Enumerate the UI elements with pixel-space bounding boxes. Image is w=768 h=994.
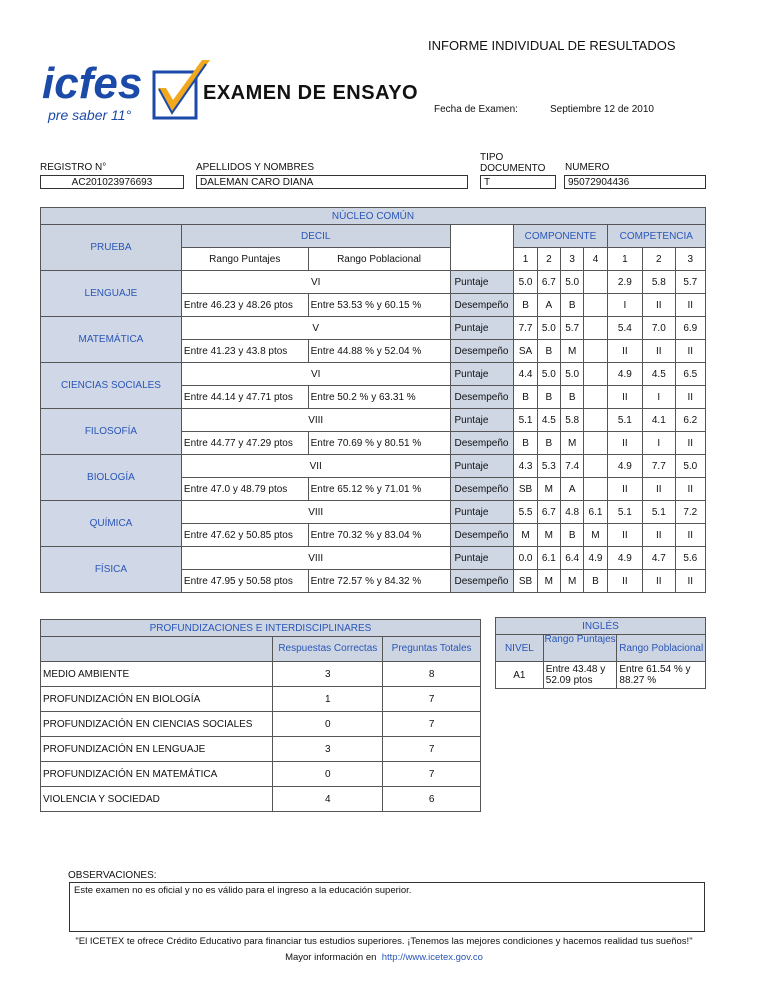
subject-rango-puntajes: Entre 47.0 y 48.79 ptos	[181, 478, 308, 501]
subject-rango-poblacional: Entre 50.2 % y 63.31 %	[308, 386, 450, 409]
componente-desempeno: A	[561, 478, 584, 501]
subject-row-puntaje	[41, 455, 706, 478]
componente-desempeno: B	[561, 294, 584, 317]
profundizaciones-title: PROFUNDIZACIONES E INTERDISCIPLINARES	[41, 620, 481, 637]
competencia-puntaje: 4.5	[643, 363, 675, 386]
profundizacion-name: MEDIO AMBIENTE	[41, 662, 273, 687]
profundizacion-row	[41, 687, 481, 712]
puntaje-label: Puntaje	[450, 501, 514, 524]
profundizacion-row	[41, 737, 481, 762]
componente-num: 4	[584, 248, 607, 271]
preguntas-totales: 7	[383, 737, 481, 762]
componente-desempeno: B	[514, 294, 537, 317]
componente-puntaje: 4.8	[561, 501, 584, 524]
competencia-puntaje: 6.9	[675, 317, 705, 340]
competencia-desempeno: II	[607, 524, 642, 547]
subject-name: FÍSICA	[41, 547, 182, 593]
nucleo-title: NÚCLEO COMÚN	[41, 208, 706, 225]
componente-desempeno: M	[561, 340, 584, 363]
competencia-desempeno: II	[675, 524, 705, 547]
profundizacion-name: PROFUNDIZACIÓN EN LENGUAJE	[41, 737, 273, 762]
nivel-value: A1	[496, 662, 544, 689]
registro-value: AC201023976693	[40, 175, 184, 189]
subject-rango-puntajes: Entre 41.23 y 43.8 ptos	[181, 340, 308, 363]
respuestas-correctas: 3	[273, 662, 383, 687]
componente-puntaje	[584, 455, 607, 478]
componente-puntaje: 5.0	[561, 363, 584, 386]
competencia-puntaje: 7.7	[643, 455, 675, 478]
desempeno-label: Desempeño	[450, 386, 514, 409]
observaciones-box: Este examen no es oficial y no es válido para el ingreso a la educación superior.	[69, 882, 705, 932]
desempeno-label: Desempeño	[450, 432, 514, 455]
componente-desempeno: A	[537, 294, 560, 317]
componente-puntaje: 6.7	[537, 501, 560, 524]
nombres-value: DALEMAN CARO DIANA	[196, 175, 468, 189]
registro-label: REGISTRO N°	[40, 162, 107, 173]
componente-desempeno: SB	[514, 478, 537, 501]
componente-desempeno: B	[514, 432, 537, 455]
desempeno-label: Desempeño	[450, 524, 514, 547]
componente-puntaje	[584, 363, 607, 386]
subject-name: BIOLOGÍA	[41, 455, 182, 501]
competencia-num: 2	[643, 248, 675, 271]
ingles-rango-puntajes-header: Rango Puntajes	[543, 635, 617, 662]
componente-puntaje: 5.5	[514, 501, 537, 524]
exam-title: EXAMEN DE ENSAYO	[203, 82, 419, 104]
competencia-header: COMPETENCIA	[607, 225, 705, 248]
componente-desempeno: B	[537, 386, 560, 409]
ingles-title: INGLÉS	[496, 618, 706, 635]
footer-info	[0, 952, 768, 963]
competencia-puntaje: 6.2	[675, 409, 705, 432]
rango-poblacional-header: Rango Poblacional	[308, 248, 450, 271]
componente-puntaje: 5.8	[561, 409, 584, 432]
componente-desempeno: M	[537, 570, 560, 593]
competencia-puntaje: 6.5	[675, 363, 705, 386]
subject-name: MATEMÁTICA	[41, 317, 182, 363]
profundizacion-row	[41, 787, 481, 812]
componente-desempeno: B	[561, 386, 584, 409]
componente-desempeno: B	[537, 432, 560, 455]
componente-desempeno: B	[584, 570, 607, 593]
preguntas-totales: 7	[383, 687, 481, 712]
componente-puntaje: 5.0	[514, 271, 537, 294]
prueba-header: PRUEBA	[41, 225, 182, 271]
respuestas-correctas: 0	[273, 762, 383, 787]
prof-name-header	[41, 637, 273, 662]
componente-num: 3	[561, 248, 584, 271]
observaciones-label: OBSERVACIONES:	[68, 870, 157, 881]
subject-name: QUÍMICA	[41, 501, 182, 547]
componente-puntaje: 7.4	[561, 455, 584, 478]
competencia-puntaje: 7.2	[675, 501, 705, 524]
componente-puntaje: 5.0	[537, 363, 560, 386]
svg-text:icfes: icfes	[42, 59, 143, 108]
tipo-label-1: TIPO	[480, 152, 504, 163]
competencia-desempeno: II	[607, 340, 642, 363]
desempeno-label: Desempeño	[450, 340, 514, 363]
componente-desempeno	[584, 478, 607, 501]
competencia-desempeno: I	[643, 386, 675, 409]
competencia-desempeno: II	[643, 294, 675, 317]
subject-decil: VIII	[181, 409, 450, 432]
competencia-puntaje: 4.1	[643, 409, 675, 432]
subject-decil: VIII	[181, 547, 450, 570]
competencia-puntaje: 5.1	[607, 409, 642, 432]
componente-puntaje	[584, 317, 607, 340]
componente-puntaje: 7.7	[514, 317, 537, 340]
subject-rango-poblacional: Entre 53.53 % y 60.15 %	[308, 294, 450, 317]
componente-puntaje: 4.9	[584, 547, 607, 570]
competencia-puntaje: 5.1	[607, 501, 642, 524]
componente-desempeno: B	[561, 524, 584, 547]
nivel-header: NIVEL	[496, 635, 544, 662]
competencia-desempeno: II	[643, 524, 675, 547]
componente-puntaje: 5.0	[537, 317, 560, 340]
componente-puntaje: 5.7	[561, 317, 584, 340]
competencia-puntaje: 4.9	[607, 363, 642, 386]
subject-decil: VI	[181, 271, 450, 294]
subject-decil: VIII	[181, 501, 450, 524]
competencia-desempeno: II	[675, 340, 705, 363]
subject-rango-poblacional: Entre 70.32 % y 83.04 %	[308, 524, 450, 547]
competencia-puntaje: 4.7	[643, 547, 675, 570]
subject-name: LENGUAJE	[41, 271, 182, 317]
subject-row-puntaje	[41, 501, 706, 524]
subject-row-puntaje	[41, 271, 706, 294]
competencia-puntaje: 5.4	[607, 317, 642, 340]
footer-info-label: Mayor información en	[285, 952, 377, 963]
subject-decil: VI	[181, 363, 450, 386]
label-column-header	[450, 225, 514, 271]
competencia-desempeno: I	[607, 294, 642, 317]
subject-rango-puntajes: Entre 44.77 y 47.29 ptos	[181, 432, 308, 455]
competencia-puntaje: 5.8	[643, 271, 675, 294]
svg-text:pre saber 11°: pre saber 11°	[48, 107, 132, 123]
competencia-puntaje: 7.0	[643, 317, 675, 340]
competencia-desempeno: II	[643, 570, 675, 593]
subject-row-puntaje	[41, 409, 706, 432]
profundizaciones-table	[40, 619, 481, 812]
competencia-num: 3	[675, 248, 705, 271]
icfes-logo	[40, 58, 220, 126]
icetex-link[interactable]: http://www.icetex.gov.co	[381, 952, 483, 963]
puntaje-label: Puntaje	[450, 363, 514, 386]
respuestas-correctas: 1	[273, 687, 383, 712]
subject-row-puntaje	[41, 363, 706, 386]
competencia-desempeno: II	[607, 432, 642, 455]
profundizacion-name: PROFUNDIZACIÓN EN BIOLOGÍA	[41, 687, 273, 712]
subject-row-puntaje	[41, 547, 706, 570]
ingles-table	[495, 617, 706, 689]
subject-decil: VII	[181, 455, 450, 478]
tipo-value: T	[480, 175, 556, 189]
puntaje-label: Puntaje	[450, 547, 514, 570]
competencia-puntaje: 2.9	[607, 271, 642, 294]
componente-desempeno: M	[561, 432, 584, 455]
componente-puntaje: 0.0	[514, 547, 537, 570]
competencia-desempeno: II	[607, 386, 642, 409]
puntaje-label: Puntaje	[450, 271, 514, 294]
componente-desempeno	[584, 340, 607, 363]
numero-value: 95072904436	[564, 175, 706, 189]
ingles-rango-poblacional-value: Entre 61.54 % y 88.27 %	[617, 662, 706, 689]
subject-rango-puntajes: Entre 47.95 y 50.58 ptos	[181, 570, 308, 593]
profundizacion-row	[41, 662, 481, 687]
subject-rango-puntajes: Entre 46.23 y 48.26 ptos	[181, 294, 308, 317]
profundizacion-row	[41, 762, 481, 787]
puntaje-label: Puntaje	[450, 409, 514, 432]
competencia-desempeno: II	[675, 432, 705, 455]
profundizacion-name: PROFUNDIZACIÓN EN CIENCIAS SOCIALES	[41, 712, 273, 737]
componente-puntaje: 4.5	[537, 409, 560, 432]
rango-puntajes-header: Rango Puntajes	[181, 248, 308, 271]
competencia-desempeno: II	[607, 478, 642, 501]
componente-puntaje: 6.4	[561, 547, 584, 570]
competencia-desempeno: II	[675, 386, 705, 409]
componente-num: 1	[514, 248, 537, 271]
exam-date-value: Septiembre 12 de 2010	[550, 104, 654, 115]
componente-puntaje: 6.1	[584, 501, 607, 524]
preguntas-totales: 7	[383, 762, 481, 787]
ingles-rango-puntajes-value: Entre 43.48 y 52.09 ptos	[543, 662, 617, 689]
componente-desempeno	[584, 294, 607, 317]
nucleo-comun-table	[40, 207, 706, 593]
competencia-desempeno: I	[643, 432, 675, 455]
ingles-rango-poblacional-header: Rango Poblacional	[617, 635, 706, 662]
componente-puntaje: 6.1	[537, 547, 560, 570]
componente-puntaje: 5.3	[537, 455, 560, 478]
respuestas-correctas-header: Respuestas Correctas	[273, 637, 383, 662]
preguntas-totales: 7	[383, 712, 481, 737]
exam-date-label: Fecha de Examen:	[434, 104, 518, 115]
desempeno-label: Desempeño	[450, 294, 514, 317]
puntaje-label: Puntaje	[450, 455, 514, 478]
competencia-desempeno: II	[643, 340, 675, 363]
componente-desempeno: M	[561, 570, 584, 593]
componente-desempeno: SB	[514, 570, 537, 593]
subject-rango-puntajes: Entre 44.14 y 47.71 ptos	[181, 386, 308, 409]
componente-desempeno: SA	[514, 340, 537, 363]
competencia-desempeno: II	[675, 478, 705, 501]
competencia-puntaje: 4.9	[607, 547, 642, 570]
subject-rango-poblacional: Entre 65.12 % y 71.01 %	[308, 478, 450, 501]
desempeno-label: Desempeño	[450, 570, 514, 593]
componente-desempeno: M	[537, 478, 560, 501]
competencia-puntaje: 5.7	[675, 271, 705, 294]
respuestas-correctas: 4	[273, 787, 383, 812]
componente-desempeno: B	[514, 386, 537, 409]
report-title: INFORME INDIVIDUAL DE RESULTADOS	[428, 38, 676, 53]
componente-puntaje: 5.0	[561, 271, 584, 294]
componente-desempeno	[584, 386, 607, 409]
competencia-puntaje: 5.1	[643, 501, 675, 524]
subject-decil: V	[181, 317, 450, 340]
nombres-label: APELLIDOS Y NOMBRES	[196, 162, 315, 173]
competencia-num: 1	[607, 248, 642, 271]
subject-row-puntaje	[41, 317, 706, 340]
respuestas-correctas: 0	[273, 712, 383, 737]
icfes-logo-graphic	[40, 58, 220, 126]
componente-puntaje	[584, 409, 607, 432]
subject-rango-poblacional: Entre 44.88 % y 52.04 %	[308, 340, 450, 363]
componente-header: COMPONENTE	[514, 225, 607, 248]
subject-rango-puntajes: Entre 47.62 y 50.85 ptos	[181, 524, 308, 547]
componente-desempeno: B	[537, 340, 560, 363]
componente-puntaje: 4.4	[514, 363, 537, 386]
competencia-puntaje: 5.6	[675, 547, 705, 570]
profundizacion-name: PROFUNDIZACIÓN EN MATEMÁTICA	[41, 762, 273, 787]
competencia-desempeno: II	[607, 570, 642, 593]
preguntas-totales-header: Preguntas Totales	[383, 637, 481, 662]
preguntas-totales: 8	[383, 662, 481, 687]
componente-desempeno: M	[537, 524, 560, 547]
competencia-puntaje: 5.0	[675, 455, 705, 478]
footer-quote: "El ICETEX te ofrece Crédito Educativo para financiar tus estudios superiores. ¡Tenemos las mejores condiciones y hacemos realidad tus sueños!"	[75, 936, 693, 947]
puntaje-label: Puntaje	[450, 317, 514, 340]
componente-puntaje: 6.7	[537, 271, 560, 294]
decil-header: DECIL	[181, 225, 450, 248]
componente-puntaje: 4.3	[514, 455, 537, 478]
profundizacion-name: VIOLENCIA Y SOCIEDAD	[41, 787, 273, 812]
competencia-desempeno: II	[675, 570, 705, 593]
tipo-label-2: DOCUMENTO	[480, 163, 546, 174]
profundizacion-row	[41, 712, 481, 737]
componente-puntaje: 5.1	[514, 409, 537, 432]
desempeno-label: Desempeño	[450, 478, 514, 501]
subject-rango-poblacional: Entre 72.57 % y 84.32 %	[308, 570, 450, 593]
competencia-desempeno: II	[675, 294, 705, 317]
subject-name: CIENCIAS SOCIALES	[41, 363, 182, 409]
preguntas-totales: 6	[383, 787, 481, 812]
competencia-desempeno: II	[643, 478, 675, 501]
componente-puntaje	[584, 271, 607, 294]
competencia-puntaje: 4.9	[607, 455, 642, 478]
componente-desempeno: M	[514, 524, 537, 547]
respuestas-correctas: 3	[273, 737, 383, 762]
subject-name: FILOSOFÍA	[41, 409, 182, 455]
subject-rango-poblacional: Entre 70.69 % y 80.51 %	[308, 432, 450, 455]
componente-desempeno: M	[584, 524, 607, 547]
componente-num: 2	[537, 248, 560, 271]
componente-desempeno	[584, 432, 607, 455]
numero-label: NUMERO	[565, 162, 610, 173]
